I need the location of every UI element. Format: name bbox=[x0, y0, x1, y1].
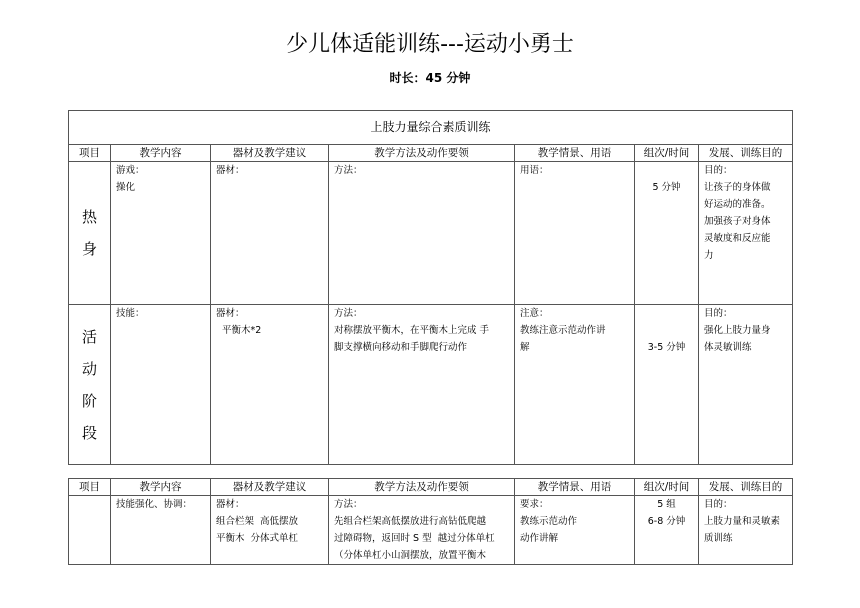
activity-equipment: 器材： 平衡木*2 bbox=[211, 305, 329, 465]
skill-row bbox=[69, 496, 793, 565]
skill-situation: 要求： 教练示范动作 动作讲解 bbox=[515, 496, 635, 565]
header-method: 教学方法及动作要领 bbox=[329, 145, 515, 162]
warmup-method: 方法： bbox=[329, 162, 515, 305]
activity-time: 3-5 分钟 bbox=[635, 305, 699, 465]
header-method: 教学方法及动作要领 bbox=[329, 479, 515, 496]
header-situation: 教学情景、用语 bbox=[515, 479, 635, 496]
activity-method: 方法： 对称摆放平衡木，在平衡木上完成 手 脚支撑横向移动和手脚爬行动作 bbox=[329, 305, 515, 465]
warmup-row bbox=[69, 162, 793, 305]
activity-situation: 注意： 教练注意示范动作讲 解 bbox=[515, 305, 635, 465]
warmup-content: 游戏： 操化 bbox=[111, 162, 211, 305]
header-equipment: 器材及教学建议 bbox=[211, 145, 329, 162]
header-equipment: 器材及教学建议 bbox=[211, 479, 329, 496]
activity-content: 技能： bbox=[111, 305, 211, 465]
header-time: 组次/时间 bbox=[635, 479, 699, 496]
skill-purpose: 目的： 上肢力量和灵敏素 质训练 bbox=[699, 496, 793, 565]
phase-empty bbox=[69, 496, 111, 565]
header-content: 教学内容 bbox=[111, 479, 211, 496]
warmup-situation: 用语： bbox=[515, 162, 635, 305]
skill-equipment: 器材： 组合栏架 高低摆放 平衡木 分体式单杠 bbox=[211, 496, 329, 565]
lesson-table-1 bbox=[68, 110, 793, 465]
header-situation: 教学情景、用语 bbox=[515, 145, 635, 162]
header-purpose: 发展、训练目的 bbox=[699, 145, 793, 162]
skill-method: 方法： 先组合栏架高低摆放进行高钻低爬越 过障碍物，返回时 S 型 越过分体单杠 （分体单杠小山洞摆放，放置平衡木 bbox=[329, 496, 515, 565]
header-time: 组次/时间 bbox=[635, 145, 699, 162]
document-title: 少儿体适能训练---运动小勇士 bbox=[286, 32, 574, 57]
header-content: 教学内容 bbox=[111, 145, 211, 162]
phase-warmup: 热 身 bbox=[69, 162, 111, 305]
skill-content: 技能强化、协调： bbox=[111, 496, 211, 565]
lesson-table-2 bbox=[68, 478, 793, 565]
activity-row bbox=[69, 305, 793, 465]
header-item: 项目 bbox=[69, 479, 111, 496]
warmup-time: 5 分钟 bbox=[635, 162, 699, 305]
header-item: 项目 bbox=[69, 145, 111, 162]
section-title: 上肢力量综合素质训练 bbox=[69, 111, 793, 145]
warmup-purpose: 目的： 让孩子的身体做 好运动的准备。 加强孩子对身体 灵敏度和反应能 力 bbox=[699, 162, 793, 305]
activity-purpose: 目的： 强化上肢力量身 体灵敏训练 bbox=[699, 305, 793, 465]
phase-activity: 活 动 阶 段 bbox=[69, 305, 111, 465]
header-purpose: 发展、训练目的 bbox=[699, 479, 793, 496]
duration-label: 时长：45 分钟 bbox=[389, 71, 471, 85]
warmup-equipment: 器材： bbox=[211, 162, 329, 305]
skill-time: 5 组 6-8 分钟 bbox=[635, 496, 699, 565]
